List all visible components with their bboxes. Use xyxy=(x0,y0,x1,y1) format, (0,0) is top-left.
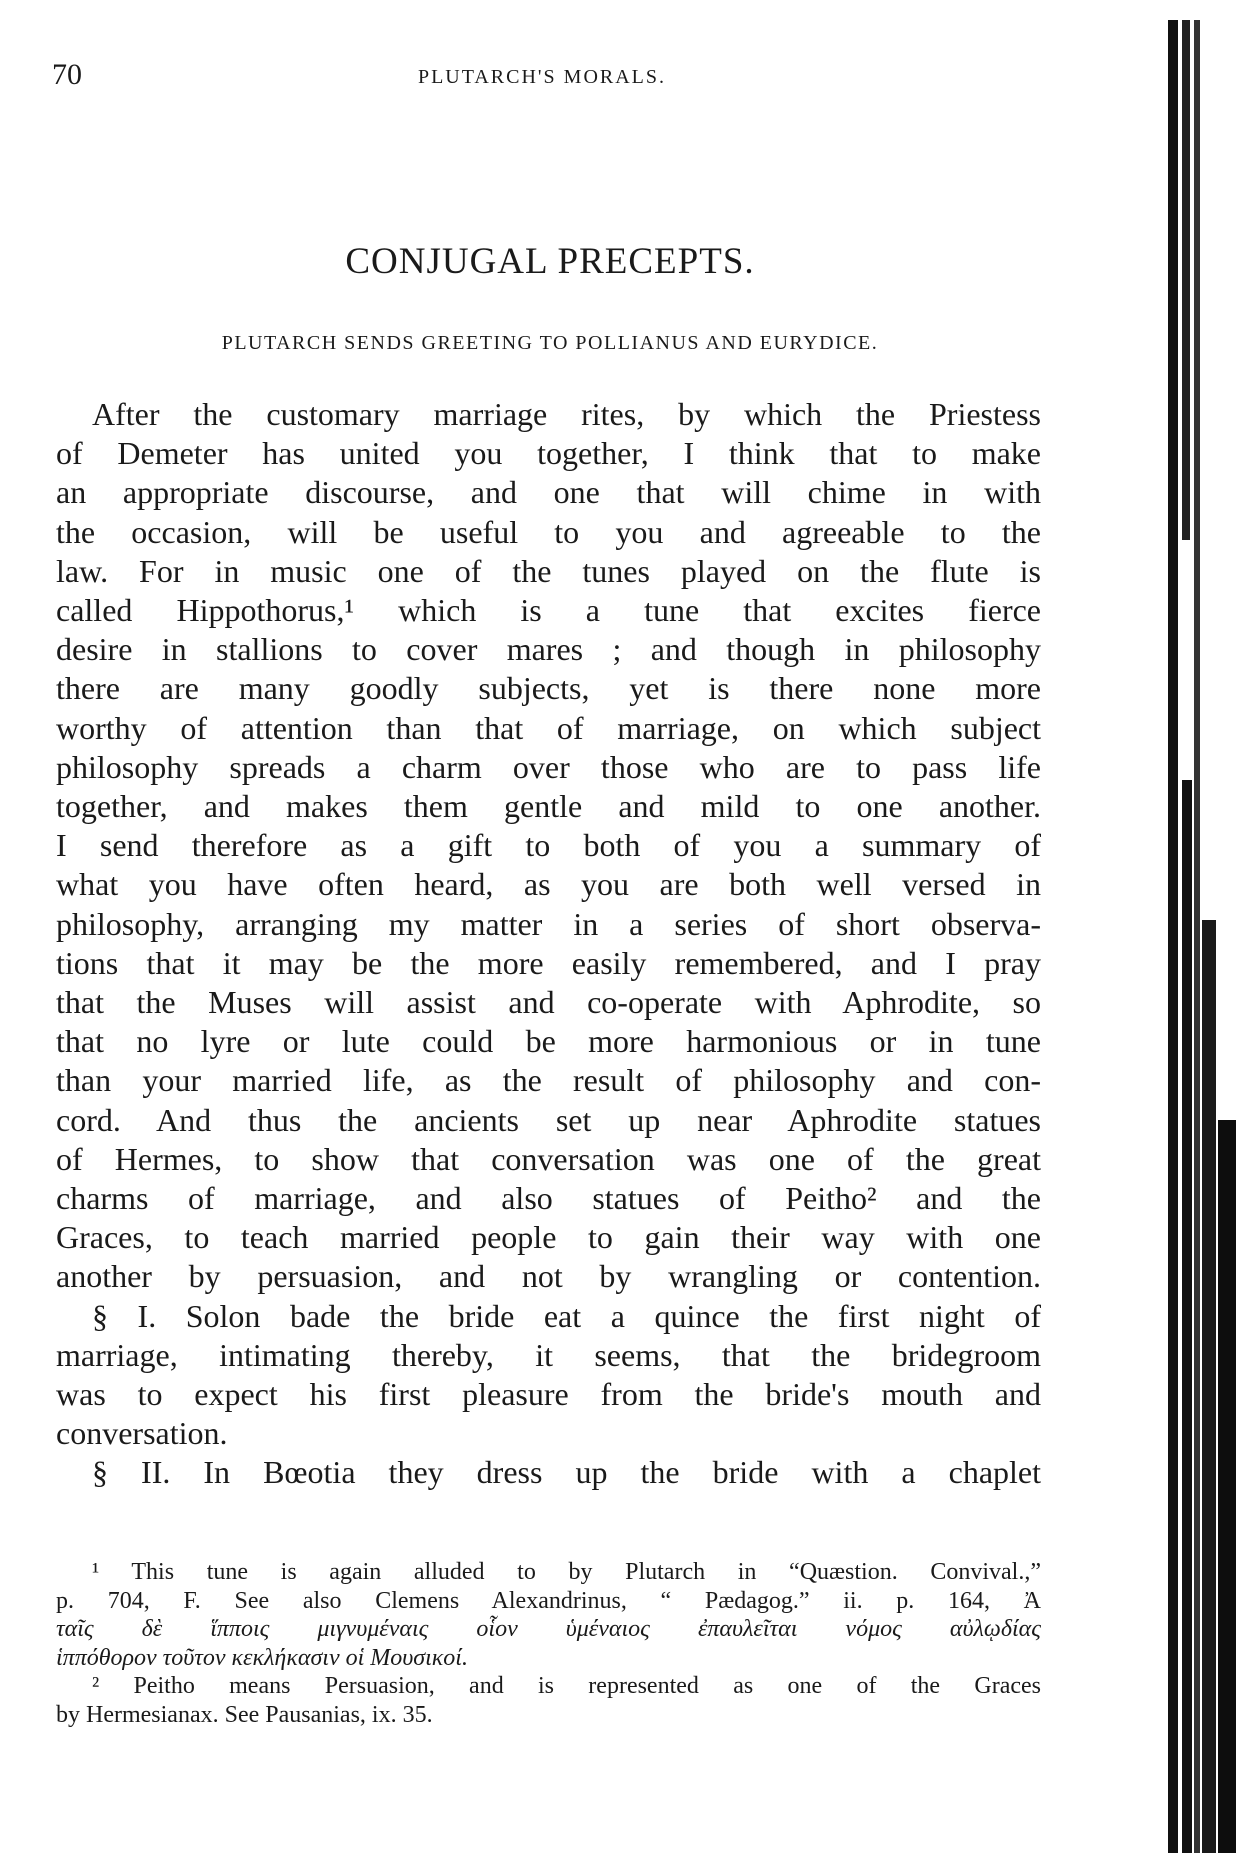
body-line: there are many goodly subjects, yet is there none more xyxy=(56,670,1041,707)
body-line: of Demeter has united you together, I think that to make xyxy=(56,435,1041,472)
binding-edge-shadow xyxy=(1160,20,1236,1853)
section-line: § I. Solon bade the bride eat a quince the first night of xyxy=(92,1297,1041,1334)
footnote-line: ² Peitho means Persuasion, and is represented as one of the Graces xyxy=(92,1673,1041,1700)
body-line: than your married life, as the result of philosophy and con- xyxy=(56,1062,1041,1099)
footnote-greek-line: ταῖς δὲ ἵπποις μιγνυμέναις οἷον ὑμέναιος ἐπαυλεῖται νόμος αὐλῳδίας xyxy=(56,1616,1041,1643)
chapter-title: CONJUGAL PRECEPTS. xyxy=(345,241,755,282)
body-line: After the customary marriage rites, by which the Priestess xyxy=(92,396,1041,432)
body-line: called Hippothorus,¹ which is a tune that excites fierce xyxy=(56,592,1041,629)
body-line: philosophy spreads a charm over those who are to pass life xyxy=(56,748,1041,785)
body-line: I send therefore as a gift to both of you a summary of xyxy=(56,827,1041,864)
body-line: that no lyre or lute could be more harmonious or in tune xyxy=(56,1023,1041,1060)
footnote-line: ¹ This tune is again alluded to by Plutarch in “Quæstion. Convival.,” xyxy=(92,1559,1041,1585)
footnote-line: by Hermesianax. See Pausanias, ix. 35. xyxy=(56,1701,433,1728)
body-line: of Hermes, to show that conversation was one of the great xyxy=(56,1140,1041,1177)
body-text xyxy=(56,395,1041,1493)
page-number: 70 xyxy=(52,58,82,91)
body-line: what you have often heard, as you are both well versed in xyxy=(56,866,1041,903)
footnote-greek-line: ἱππόθορον τοῦτον κεκλήκασιν οἱ Μουσικοί. xyxy=(56,1644,468,1671)
body-line: that the Muses will assist and co-operate with Aphrodite, so xyxy=(56,984,1041,1021)
body-line: law. For in music one of the tunes played on the flute is xyxy=(56,552,1041,589)
body-line: worthy of attention than that of marriage, on which subject xyxy=(56,709,1041,746)
chapter-subtitle: PLUTARCH SENDS GREETING TO POLLIANUS AND EURYDICE. xyxy=(221,332,879,354)
body-line: was to expect his first pleasure from the bride's mouth and xyxy=(56,1376,1041,1413)
running-title: PLUTARCH'S MORALS. xyxy=(417,66,667,88)
body-line: tions that it may be the more easily remembered, and I pray xyxy=(56,944,1041,981)
section-line: § II. In Bœotia they dress up the bride with a chaplet xyxy=(92,1454,1041,1491)
body-line: marriage, intimating thereby, it seems, that the bridegroom xyxy=(56,1336,1041,1373)
body-line: the occasion, will be useful to you and agreeable to the xyxy=(56,513,1041,550)
body-line: charms of marriage, and also statues of Peitho² and the xyxy=(56,1180,1041,1217)
body-line: another by persuasion, and not by wrangling or contention. xyxy=(56,1258,1041,1295)
running-head xyxy=(52,58,1032,98)
body-line: together, and makes them gentle and mild to one another. xyxy=(56,788,1041,825)
body-line: cord. And thus the ancients set up near Aphrodite statues xyxy=(56,1101,1041,1138)
body-line: philosophy, arranging my matter in a series of short observa- xyxy=(56,905,1041,942)
body-line: an appropriate discourse, and one that will chime in with xyxy=(56,474,1041,511)
body-line: Graces, to teach married people to gain their way with one xyxy=(56,1219,1041,1256)
body-line: desire in stallions to cover mares ; and though in philosophy xyxy=(56,631,1041,668)
footnote-line: p. 704, F. See also Clemens Alexandrinus, “ Pædagog.” ii. p. 164, Ἀ xyxy=(56,1587,1041,1614)
footnotes xyxy=(56,1558,1041,1730)
body-line: conversation. xyxy=(56,1415,228,1452)
